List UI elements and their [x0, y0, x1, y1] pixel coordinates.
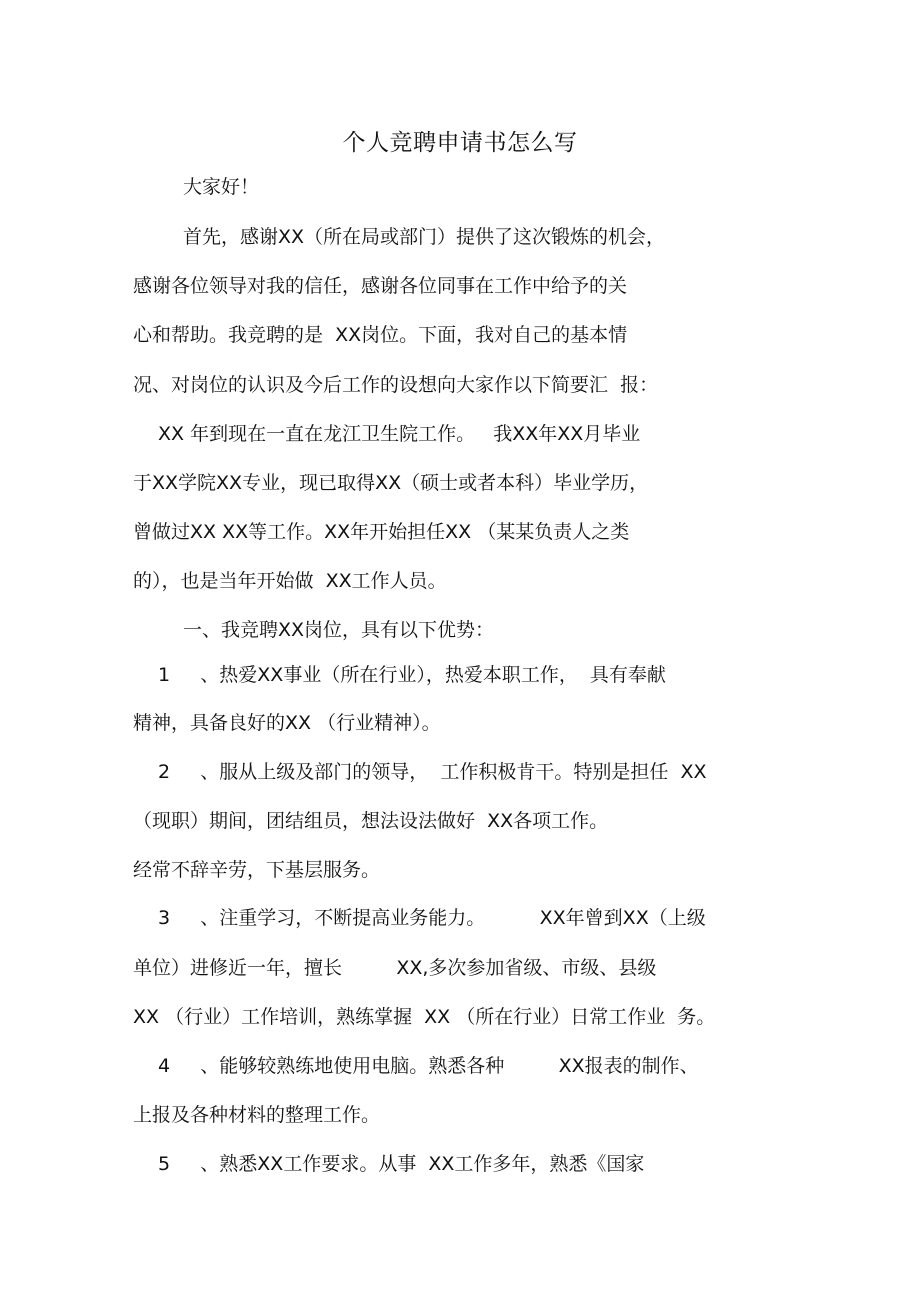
list-item-line: 2 、服从上级及部门的领导， 工作积极肯干。特别是担任 XX: [158, 761, 707, 783]
section-heading: 一、我竞聘XX岗位，具有以下优势：: [183, 619, 495, 641]
paragraph-line: 曾做过XX XX等工作。XX年开始担任XX （某某负责人之类: [133, 521, 630, 543]
paragraph-line: 的），也是当年开始做 XX工作人员。: [133, 570, 447, 592]
paragraph-line: 于XX学院XX专业，现已取得XX（硕士或者本科）毕业学历，: [133, 472, 649, 494]
list-item-line: XX （行业）工作培训，熟练掌握 XX （所在行业）日常工作业 务。: [133, 1006, 716, 1028]
list-item-line: （现职）期间，团结组员，想法设法做好 XX各项工作。: [133, 810, 609, 832]
list-item-line: 单位）进修近一年，擅长 XX,多次参加省级、市级、县级: [133, 957, 657, 979]
greeting-line: 大家好！: [183, 176, 260, 198]
paragraph-line: 况、对岗位的认识及今后工作的设想向大家作以下简要汇 报：: [133, 374, 659, 396]
list-item-line: 5 、熟悉XX工作要求。从事 XX工作多年，熟悉《国家: [158, 1153, 645, 1175]
list-item-line: 4 、能够较熟练地使用电脑。熟悉各种 XX报表的制作、: [158, 1055, 699, 1077]
list-item-line: 1 、热爱XX事业（所在行业），热爱本职工作， 具有奉献: [158, 664, 666, 686]
list-item-line: 上报及各种材料的整理工作。: [133, 1104, 381, 1126]
list-item-line: 3 、注重学习，不断提高业务能力。 XX年曾到XX（上级: [158, 907, 706, 929]
paragraph-line: 首先，感谢XX（所在局或部门）提供了这次锻炼的机会，: [183, 226, 666, 248]
paragraph-line: 心和帮助。我竞聘的是 XX岗位。下面，我对自己的基本情: [133, 324, 628, 346]
list-item-line: 精神，具备良好的XX （行业精神）。: [133, 712, 441, 734]
paragraph-line: XX 年到现在一直在龙江卫生院工作。 我XX年XX月毕业: [158, 423, 641, 445]
list-item-line: 经常不辞辛劳，下基层服务。: [133, 859, 381, 881]
paragraph-line: 感谢各位领导对我的信任，感谢各位同事在工作中给予的关: [133, 275, 628, 297]
document-title: 个人竞聘申请书怎么写: [342, 130, 578, 156]
